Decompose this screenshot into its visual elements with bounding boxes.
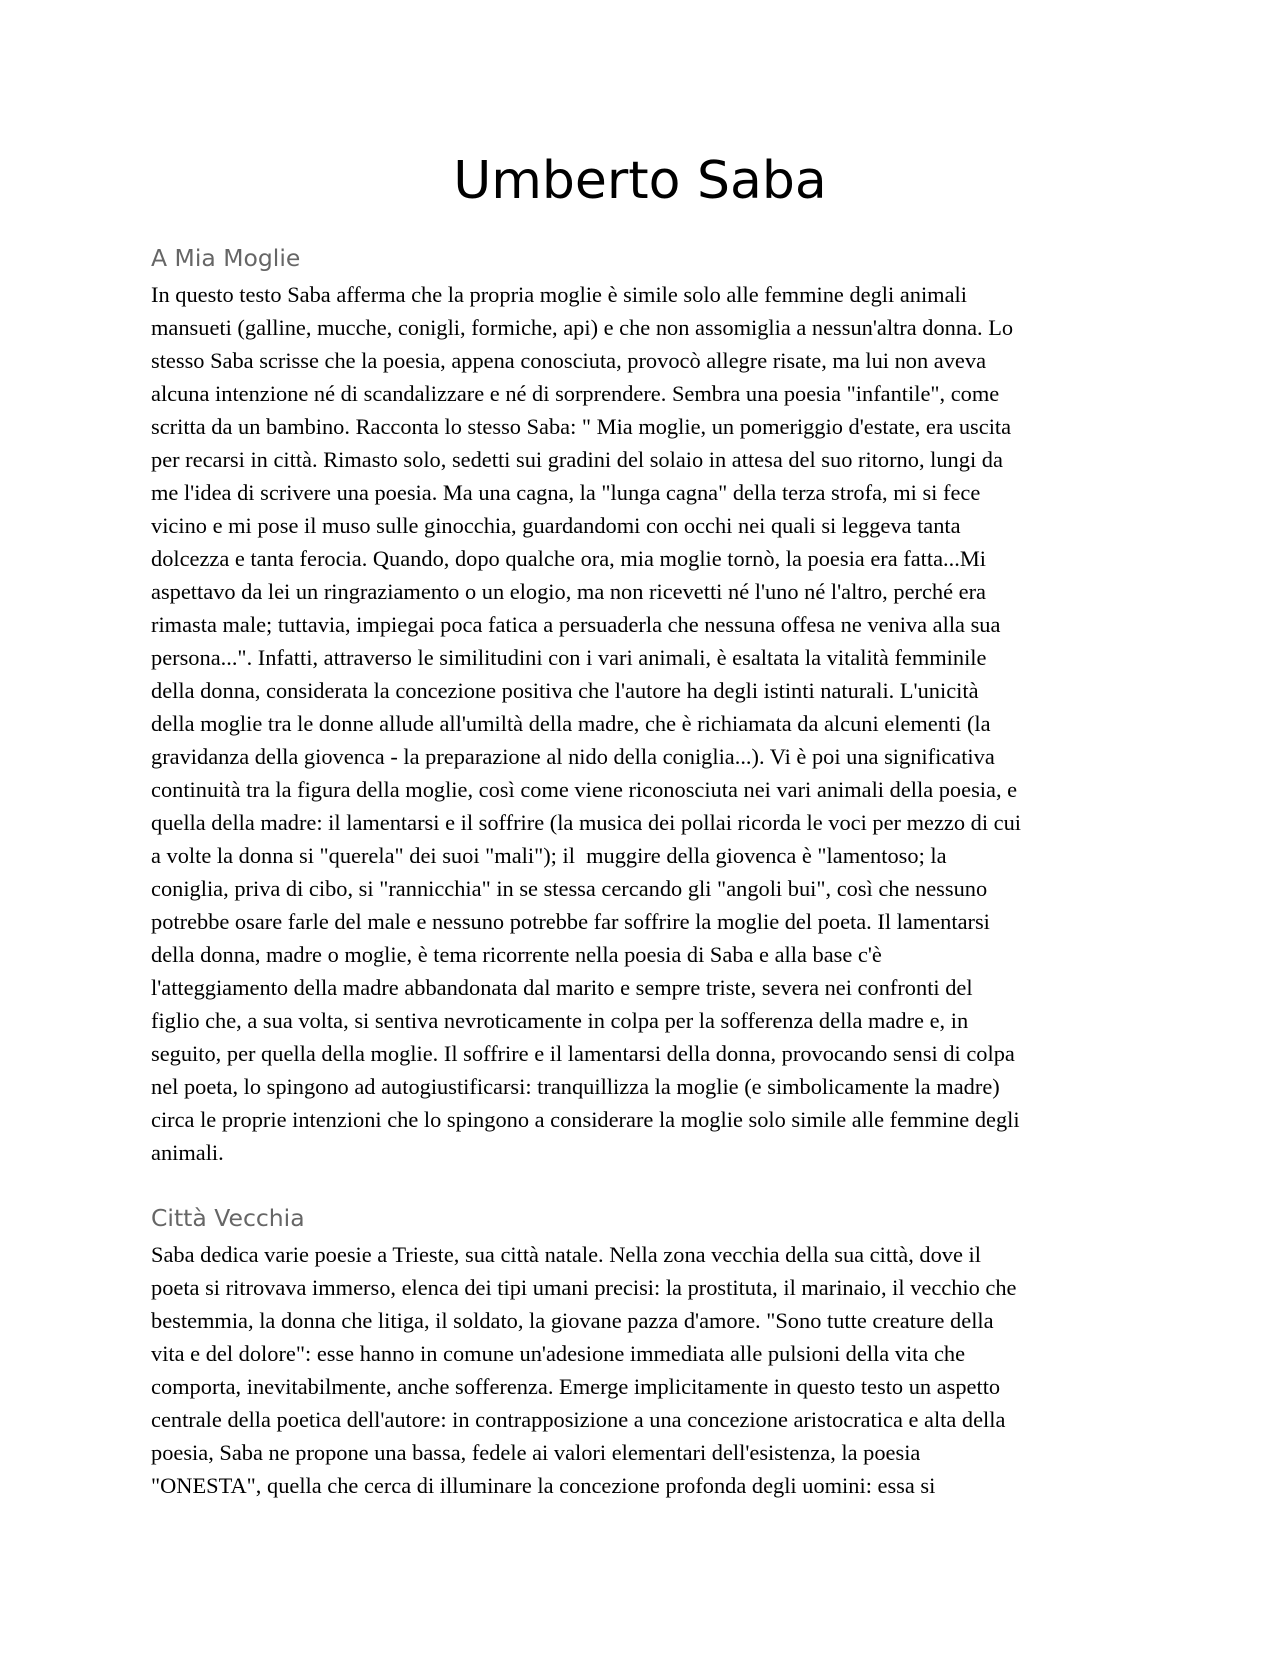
section-citta-vecchia: [151, 1200, 1131, 1502]
document-title: Umberto Saba: [453, 151, 827, 211]
section-paragraph: In questo testo Saba afferma che la propria moglie è simile solo alle femmine degli animali mansueti (galline, mucche, conigli, formiche, api) e che non assomiglia a nessun'altra donna. Lo stesso Saba scrisse che la poesia, appena conosciuta, provocò allegre risate, ma lui non aveva alcuna intenzione né di scandalizzare e né di sorprendere. Sembra una poesia "infantile", come scritta da un bambino. Racconta lo stesso Saba: " Mia moglie, un pomeriggio d'estate, era uscita per recarsi in città. Rimasto solo, sedetti sui gradini del solaio in attesa del suo ritorno, lungi da me l'idea di scrivere una poesia. Ma una cagna, la "lunga cagna" della terza strofa, mi si fece vicino e mi pose il muso sulle ginocchia, guardandomi con occhi nei quali si leggeva tanta dolcezza e tanta ferocia. Quando, dopo qualche ora, mia moglie tornò, la poesia era fatta...Mi aspettavo da lei un ringraziamento o un elogio, ma non ricevetti né l'uno né l'altro, perché era rimasta male; tuttavia, impiegai poca fatica a persuaderla che nessuna offesa ne veniva alla sua persona...". Infatti, attraverso le similitudini con i vari animali, è esaltata la vitalità femminile della donna, considerata la concezione positiva che l'autore ha degli istinti naturali. L'unicità della moglie tra le donne allude all'umiltà della madre, che è richiamata da alcuni elementi (la gravidanza della giovenca - la preparazione al nido della coniglia...). Vi è poi una significativa continuità tra la figura della moglie, così come viene riconosciuta nei vari animali della poesia, e quella della madre: il lamentarsi e il soffrire (la musica dei pollai ricorda le voci per mezzo di cui a volte la donna si "querela" dei suoi "mali"); il muggire della giovenca è "lamentoso; la coniglia, priva di cibo, si "rannicchia" in se stessa cercando gli "angoli bui", così che nessuno potrebbe osare farle del male e nessuno potrebbe far soffrire la moglie del poeta. Il lamentarsi della donna, madre o moglie, è tema ricorrente nella poesia di Saba e alla base c'è l'atteggiamento della madre abbandonata dal marito e sempre triste, severa nei confronti del figlio che, a sua volta, si sentiva nevroticamente in colpa per la sofferenza della madre e, in seguito, per quella della moglie. Il soffrire e il lamentarsi della donna, provocando sensi di colpa nel poeta, lo spingono ad autogiustificarsi: tranquillizza la moglie (e simbolicamente la madre) circa le proprie intenzioni che lo spingono a considerare la moglie solo simile alle femmine degli animali.: [151, 282, 1021, 1165]
section-heading: A Mia Moglie: [151, 244, 301, 272]
section-a-mia-moglie: [151, 240, 1131, 1169]
section-paragraph: Saba dedica varie poesie a Trieste, sua città natale. Nella zona vecchia della sua città, dove il poeta si ritrovava immerso, elenca dei tipi umani precisi: la prostituta, il marinaio, il vecchio che bestemmia, la donna che litiga, il soldato, la giovane pazza d'amore. "Sono tutte creature della vita e del dolore": esse hanno in comune un'adesione immediata alle pulsioni della vita che comporta, inevitabilmente, anche sofferenza. Emerge implicitamente in questo testo un aspetto centrale della poetica dell'autore: in contrapposizione a una concezione aristocratica e alta della poesia, Saba ne propone una bassa, fedele ai valori elementari dell'esistenza, la poesia "ONESTA", quella che cerca di illuminare la concezione profonda degli uomini: essa si: [151, 1242, 1017, 1498]
section-heading: Città Vecchia: [151, 1204, 305, 1232]
